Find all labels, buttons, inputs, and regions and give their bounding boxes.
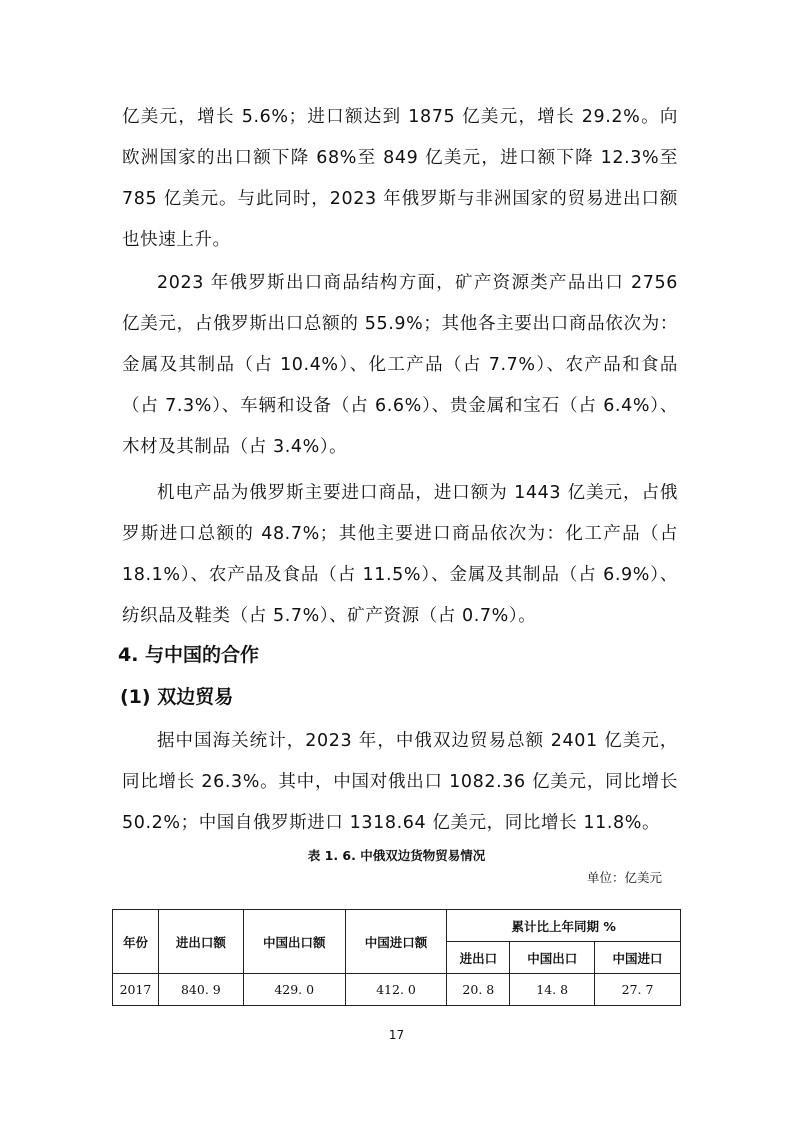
cell-growth-total: 20. 8 <box>447 974 510 1006</box>
table-caption: 表 1. 6. 中俄双边货物贸易情况 <box>307 848 486 863</box>
cell-total: 840. 9 <box>158 974 243 1006</box>
paragraph-bilateral-trade: 据中国海关统计，2023 年，中俄双边贸易总额 2401 亿美元，同比增长 26.3%。其中，中国对俄出口 1082.36 亿美元，同比增长 50.2%；中国自俄罗斯进口 1318.64 亿美元，同比增长 11.8%。 <box>122 731 678 833</box>
paragraph-trade-continuation: 亿美元，增长 5.6%；进口额达到 1875 亿美元，增长 29.2%。向欧洲国家的出口额下降 68%至 849 亿美元，进口额下降 12.3%至 785 亿美元。与此同时，2023 年俄罗斯与非洲国家的贸易进出口额也快速上升。 <box>122 107 678 250</box>
table-header-row <box>113 910 681 942</box>
cell-growth-import: 27. 7 <box>595 974 681 1006</box>
header-year: 年份 <box>113 910 159 974</box>
table-unit: 单位：亿美元 <box>586 870 662 885</box>
paragraph-export-structure: 2023 年俄罗斯出口商品结构方面，矿产资源类产品出口 2756 亿美元，占俄罗斯出口总额的 55.9%；其他各主要出口商品依次为：金属及其制品（占 10.4%）、化工产品（占 7.7%）、农产品和食品（占 7.3%）、车辆和设备（占 6.6%）、贵金属和宝石（占 6.4%）、木材及其制品（占 3.4%）。 <box>122 273 678 457</box>
section-heading: 4. 与中国的合作 <box>118 644 260 666</box>
header-export: 中国出口额 <box>243 910 345 974</box>
header-total: 进出口额 <box>158 910 243 974</box>
page-number: 17 <box>388 1028 405 1042</box>
header-import: 中国进口额 <box>345 910 447 974</box>
header-growth-group: 累计比上年同期 % <box>447 910 681 942</box>
trade-table <box>112 909 681 1006</box>
header-growth-import: 中国进口 <box>595 942 681 974</box>
header-growth-export: 中国出口 <box>510 942 595 974</box>
paragraph-import-structure: 机电产品为俄罗斯主要进口商品，进口额为 1443 亿美元，占俄罗斯进口总额的 48.7%；其他主要进口商品依次为：化工产品（占 18.1%）、农产品及食品（占 11.5%）、金属及其制品（占 6.9%）、纺织品及鞋类（占 5.7%）、矿产资源（占 0.7%）。 <box>122 483 678 626</box>
cell-import: 412. 0 <box>345 974 447 1006</box>
header-growth-total: 进出口 <box>447 942 510 974</box>
table-row <box>113 974 681 1006</box>
cell-growth-export: 14. 8 <box>510 974 595 1006</box>
subsection-heading: (1) 双边贸易 <box>120 686 234 708</box>
cell-year: 2017 <box>113 974 159 1006</box>
cell-export: 429. 0 <box>243 974 345 1006</box>
